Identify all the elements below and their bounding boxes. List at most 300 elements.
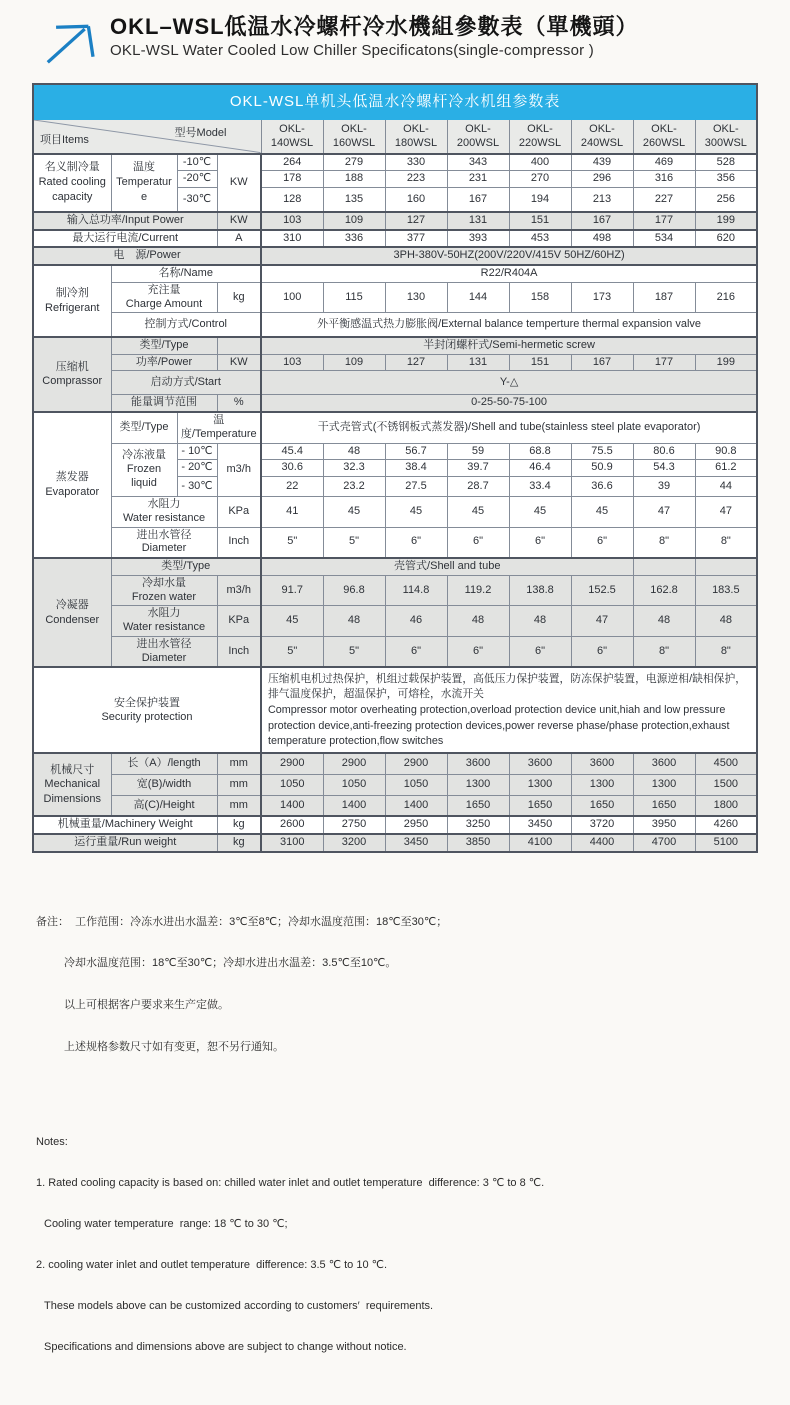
column-header-row [33, 120, 757, 154]
row-label: 类型/Type [111, 412, 177, 443]
value-cell: 162.8 [633, 575, 695, 606]
value-cell: 90.8 [695, 443, 757, 460]
row-label-en: Charge Amount [125, 297, 203, 310]
section-label [33, 154, 111, 212]
table-row [33, 497, 757, 528]
value-cell: 68.8 [509, 443, 571, 460]
value-cell: 178 [261, 171, 323, 188]
model-header: OKL-200WSL [447, 120, 509, 154]
value-cell: 199 [695, 354, 757, 371]
value-cell: 28.7 [447, 477, 509, 497]
table-row [33, 834, 757, 852]
table-row [33, 753, 757, 774]
row-label: 高(C)/Height [111, 795, 217, 816]
section-label-zh: 冷凝器 [55, 598, 89, 611]
value-cell: 1400 [385, 795, 447, 816]
value-cell: 80.6 [633, 443, 695, 460]
temp-cell: - 30℃ [177, 477, 217, 497]
security-protection-text [261, 667, 757, 753]
row-label [111, 497, 217, 528]
value-cell: 279 [323, 154, 385, 171]
section-label-zh: 名义制冷量 [44, 161, 100, 174]
value-cell: 131 [447, 212, 509, 230]
row-label: 能量调节范围 [111, 395, 217, 412]
row-label: 名称/Name [111, 265, 261, 282]
value-cell: 231 [447, 171, 509, 188]
page-title: OKL–WSL低温水冷螺杆冷水機組參數表（單機頭） [110, 14, 639, 39]
value-cell: 5" [323, 527, 385, 558]
value-cell: 144 [447, 282, 509, 313]
note-line: Notes: [36, 1136, 68, 1149]
value-cell: 194 [509, 188, 571, 212]
merged-value-cell: Y-△ [261, 371, 757, 395]
row-label: 机械重量/Machinery Weight [33, 816, 217, 834]
items-label: 项目Items [40, 133, 89, 146]
section-label-en: Refrigerant [45, 301, 100, 314]
value-cell: 6" [571, 636, 633, 667]
value-cell: 48 [323, 606, 385, 637]
value-cell: 4260 [695, 816, 757, 834]
row-label-en: Water resistance [122, 511, 206, 524]
value-cell: 3450 [385, 834, 447, 852]
value-cell: 127 [385, 212, 447, 230]
value-cell: 1300 [509, 774, 571, 795]
temperature-label-zh: 温度 [133, 161, 155, 174]
row-label-en: Frozen water [131, 590, 197, 603]
value-cell: 177 [633, 354, 695, 371]
value-cell: 264 [261, 154, 323, 171]
row-label: 长（A）/length [111, 753, 217, 774]
section-label-zh: 机械尺寸 [50, 763, 95, 776]
document-header [0, 8, 790, 75]
value-cell: 3200 [323, 834, 385, 852]
merged-value-cell: 干式壳管式(不锈钢板式蒸发器)/Shell and tube(stainless steel plate evaporator) [261, 412, 757, 443]
row-label-zh: 冷却水量 [142, 576, 186, 589]
unit-cell: Inch [217, 636, 261, 667]
temperature-label [111, 154, 177, 212]
value-cell: 109 [323, 354, 385, 371]
section-label-zh: 制冷剂 [55, 287, 89, 300]
value-cell: 2950 [385, 816, 447, 834]
table-row [33, 606, 757, 637]
unit-cell: % [217, 395, 261, 412]
section-label-en: Mechanical Dimensions [43, 778, 101, 806]
merged-value-cell: 0-25-50-75-100 [261, 395, 757, 412]
unit-cell: KW [217, 354, 261, 371]
row-label: 启动方式/Start [111, 371, 261, 395]
value-cell: 22 [261, 477, 323, 497]
value-cell: 6" [571, 527, 633, 558]
row-label-en: Diameter [141, 651, 187, 664]
value-cell: 50.9 [571, 460, 633, 477]
value-cell: 48 [447, 606, 509, 637]
value-cell: 158 [509, 282, 571, 313]
temp-cell: - 20℃ [177, 460, 217, 477]
brand-arrow-icon [42, 18, 96, 71]
value-cell: 103 [261, 354, 323, 371]
value-cell: 2900 [323, 753, 385, 774]
value-cell: 1050 [261, 774, 323, 795]
value-cell: 6" [447, 527, 509, 558]
table-row [33, 636, 757, 667]
value-cell: 534 [633, 230, 695, 248]
note-line: 备注： 工作范围：冷冻水进出水温差：3℃至8℃；冷却水温度范围：18℃至30℃； [36, 915, 448, 928]
table-row [33, 575, 757, 606]
note-line: 上述规格参数尺寸如有变更，恕不另行通知。 [64, 1040, 284, 1053]
row-label-zh: 冷冻液量 [122, 449, 166, 462]
merged-value-cell: 外平衡感温式热力膨胀阀/External balance temperture thermal expansion valve [261, 313, 757, 337]
table-row [33, 212, 757, 230]
table-row [33, 443, 757, 460]
value-cell: 330 [385, 154, 447, 171]
model-label: 型号Model [174, 127, 227, 139]
section-label [33, 753, 111, 816]
value-cell: 45 [323, 497, 385, 528]
value-cell: 3600 [571, 753, 633, 774]
row-label-zh: 进出水管径 [136, 528, 192, 541]
value-cell: 103 [261, 212, 323, 230]
value-cell: 33.4 [509, 477, 571, 497]
row-label: 输入总功率/Input Power [33, 212, 217, 230]
unit-cell: KPa [217, 606, 261, 637]
note-line: 1. Rated cooling capacity is based on: chilled water inlet and outlet temperature difference: 3 ℃ to 8 ℃. [36, 1177, 545, 1190]
value-cell: 167 [571, 212, 633, 230]
value-cell: 1300 [571, 774, 633, 795]
row-label: 宽(B)/width [111, 774, 217, 795]
table-row [33, 313, 757, 337]
value-cell: 160 [385, 188, 447, 212]
table-row [33, 667, 757, 753]
value-cell: 528 [695, 154, 757, 171]
value-cell: 44 [695, 477, 757, 497]
model-header: OKL-260WSL [633, 120, 695, 154]
value-cell: 23.2 [323, 477, 385, 497]
value-cell: 45 [571, 497, 633, 528]
value-cell: 1300 [447, 774, 509, 795]
row-label [111, 575, 217, 606]
temp-cell: -20℃ [177, 171, 217, 188]
value-cell: 439 [571, 154, 633, 171]
value-cell: 47 [633, 497, 695, 528]
value-cell: 227 [633, 188, 695, 212]
value-cell: 187 [633, 282, 695, 313]
value-cell: 8" [695, 636, 757, 667]
value-cell: 2750 [323, 816, 385, 834]
value-cell: 2900 [261, 753, 323, 774]
row-label [111, 443, 177, 497]
value-cell: 48 [633, 606, 695, 637]
notes-en [36, 1110, 790, 1380]
value-cell: 45.4 [261, 443, 323, 460]
value-cell: 32.3 [323, 460, 385, 477]
value-cell: 1050 [385, 774, 447, 795]
note-line: Cooling water temperature range: 18 ℃ to 30 ℃; [44, 1218, 288, 1231]
value-cell: 27.5 [385, 477, 447, 497]
value-cell: 4400 [571, 834, 633, 852]
row-label-en: Diameter [141, 542, 187, 555]
section-label [33, 558, 111, 667]
value-cell: 152.5 [571, 575, 633, 606]
value-cell: 128 [261, 188, 323, 212]
page-subtitle: OKL-WSL Water Cooled Low Chiller Specificatons(single-compressor ) [110, 42, 594, 60]
unit-cell [217, 337, 261, 354]
row-label: 电 源/Power [33, 247, 261, 265]
table-title: OKL-WSL单机头低温水冷螺杆冷水机组参数表 [33, 84, 757, 120]
unit-cell: kg [217, 282, 261, 313]
value-cell: 138.8 [509, 575, 571, 606]
empty-cell [695, 558, 757, 575]
value-cell: 3600 [633, 753, 695, 774]
value-cell: 45 [509, 497, 571, 528]
value-cell: 6" [385, 527, 447, 558]
row-label-zh: 水阻力 [147, 607, 181, 620]
section-label-zh: 蒸发器 [55, 471, 89, 484]
value-cell: 41 [261, 497, 323, 528]
value-cell: 1500 [695, 774, 757, 795]
value-cell: 1400 [261, 795, 323, 816]
model-header: OKL-220WSL [509, 120, 571, 154]
value-cell: 47 [695, 497, 757, 528]
empty-cell [633, 558, 695, 575]
security-text-zh: 压缩机电机过热保护，机组过载保护装置，高低压力保护装置，防冻保护装置，电源逆相/缺相保护，排气温度保护，超温保护，可熔栓，水流开关 [268, 672, 747, 700]
value-cell: 3450 [509, 816, 571, 834]
value-cell: 131 [447, 354, 509, 371]
value-cell: 2600 [261, 816, 323, 834]
unit-cell: m3/h [217, 575, 261, 606]
value-cell: 48 [695, 606, 757, 637]
row-label: 最大运行电流/Current [33, 230, 217, 248]
value-cell: 39.7 [447, 460, 509, 477]
merged-value-cell: R22/R404A [261, 265, 757, 282]
value-cell: 1650 [571, 795, 633, 816]
notes-block [36, 866, 790, 1405]
value-cell: 5100 [695, 834, 757, 852]
unit-cell: kg [217, 834, 261, 852]
value-cell: 4500 [695, 753, 757, 774]
value-cell: 4700 [633, 834, 695, 852]
section-label [33, 337, 111, 412]
value-cell: 45 [261, 606, 323, 637]
value-cell: 3600 [509, 753, 571, 774]
value-cell: 223 [385, 171, 447, 188]
model-header: OKL-300WSL [695, 120, 757, 154]
value-cell: 59 [447, 443, 509, 460]
value-cell: 343 [447, 154, 509, 171]
unit-cell: KW [217, 154, 261, 212]
value-cell: 2900 [385, 753, 447, 774]
model-header: OKL-160WSL [323, 120, 385, 154]
table-row [33, 282, 757, 313]
value-cell: 1400 [323, 795, 385, 816]
table-row [33, 354, 757, 371]
value-cell: 199 [695, 212, 757, 230]
value-cell: 127 [385, 354, 447, 371]
value-cell: 56.7 [385, 443, 447, 460]
value-cell: 5" [261, 527, 323, 558]
merged-value-cell: 壳管式/Shell and tube [261, 558, 633, 575]
value-cell: 498 [571, 230, 633, 248]
value-cell: 61.2 [695, 460, 757, 477]
unit-cell: m3/h [217, 443, 261, 497]
value-cell: 1650 [633, 795, 695, 816]
value-cell: 256 [695, 188, 757, 212]
table-row [33, 247, 757, 265]
value-cell: 167 [571, 354, 633, 371]
row-label: 类型/Type [111, 558, 261, 575]
table-row [33, 558, 757, 575]
value-cell: 6" [509, 527, 571, 558]
row-label-zh: 进出水管径 [136, 637, 192, 650]
value-cell: 96.8 [323, 575, 385, 606]
row-label: 运行重量/Run weight [33, 834, 217, 852]
value-cell: 45 [385, 497, 447, 528]
value-cell: 296 [571, 171, 633, 188]
table-row [33, 230, 757, 248]
row-label-zh: 水阻力 [147, 498, 181, 511]
row-label [111, 636, 217, 667]
value-cell: 5" [261, 636, 323, 667]
section-label-zh: 压缩机 [55, 360, 89, 373]
section-label [33, 412, 111, 558]
value-cell: 38.4 [385, 460, 447, 477]
value-cell: 3720 [571, 816, 633, 834]
value-cell: 91.7 [261, 575, 323, 606]
temp-cell: -10℃ [177, 154, 217, 171]
value-cell: 135 [323, 188, 385, 212]
value-cell: 316 [633, 171, 695, 188]
value-cell: 36.6 [571, 477, 633, 497]
value-cell: 151 [509, 212, 571, 230]
value-cell: 3250 [447, 816, 509, 834]
value-cell: 400 [509, 154, 571, 171]
value-cell: 270 [509, 171, 571, 188]
table-row [33, 795, 757, 816]
value-cell: 115 [323, 282, 385, 313]
value-cell: 8" [695, 527, 757, 558]
model-header: OKL-180WSL [385, 120, 447, 154]
table-row [33, 412, 757, 443]
table-row [33, 154, 757, 171]
value-cell: 48 [509, 606, 571, 637]
unit-cell: mm [217, 795, 261, 816]
value-cell: 3950 [633, 816, 695, 834]
value-cell: 8" [633, 527, 695, 558]
security-text-en: Compressor motor overheating protection,overload protection device unit,hiah and low pressure protection device,anti-freezing protection devices,power reverse phase/phase protection,exhaust temperature protection,flow switches [268, 704, 730, 747]
value-cell: 453 [509, 230, 571, 248]
value-cell: 100 [261, 282, 323, 313]
value-cell: 177 [633, 212, 695, 230]
value-cell: 3100 [261, 834, 323, 852]
value-cell: 54.3 [633, 460, 695, 477]
value-cell: 216 [695, 282, 757, 313]
row-label: 温度/Temperature [177, 412, 261, 443]
row-label: 类型/Type [111, 337, 217, 354]
value-cell: 167 [447, 188, 509, 212]
temp-cell: -30℃ [177, 188, 217, 212]
model-header: OKL-140WSL [261, 120, 323, 154]
section-label-en: Rated cooling capacity [38, 176, 106, 204]
value-cell: 173 [571, 282, 633, 313]
note-line: These models above can be customized according to customers′ requirements. [44, 1300, 434, 1313]
value-cell: 356 [695, 171, 757, 188]
row-label: 功率/Power [111, 354, 217, 371]
value-cell: 4100 [509, 834, 571, 852]
value-cell: 1300 [633, 774, 695, 795]
value-cell: 30.6 [261, 460, 323, 477]
value-cell: 336 [323, 230, 385, 248]
row-label-en: Water resistance [122, 621, 206, 634]
spec-table [32, 83, 758, 853]
table-row [33, 816, 757, 834]
value-cell: 310 [261, 230, 323, 248]
row-label-zh: 充注量 [147, 283, 181, 296]
value-cell: 39 [633, 477, 695, 497]
row-label [111, 282, 217, 313]
value-cell: 47 [571, 606, 633, 637]
note-line: Specifications and dimensions above are subject to change without notice. [44, 1341, 407, 1354]
value-cell: 45 [447, 497, 509, 528]
section-label-en: Evaporator [45, 486, 100, 499]
temperature-label-en: Temperature [116, 176, 172, 204]
row-label-en: Frozen liquid [126, 462, 162, 489]
row-label [111, 606, 217, 637]
temp-cell: - 10℃ [177, 443, 217, 460]
value-cell: 114.8 [385, 575, 447, 606]
value-cell: 46 [385, 606, 447, 637]
value-cell: 5" [323, 636, 385, 667]
section-label [33, 667, 261, 753]
value-cell: 6" [509, 636, 571, 667]
section-label-en: Condenser [45, 613, 100, 626]
note-line: 以上可根据客户要求来生产定做。 [64, 999, 229, 1012]
unit-cell: mm [217, 774, 261, 795]
row-label [111, 527, 217, 558]
value-cell: 188 [323, 171, 385, 188]
value-cell: 75.5 [571, 443, 633, 460]
value-cell: 1800 [695, 795, 757, 816]
value-cell: 119.2 [447, 575, 509, 606]
table-row [33, 337, 757, 354]
value-cell: 1650 [447, 795, 509, 816]
unit-cell: mm [217, 753, 261, 774]
merged-value-cell: 半封闭螺杆式/Semi-hermetic screw [261, 337, 757, 354]
value-cell: 1650 [509, 795, 571, 816]
section-label-en: Comprassor [42, 375, 103, 388]
value-cell: 3600 [447, 753, 509, 774]
value-cell: 213 [571, 188, 633, 212]
model-header: OKL-240WSL [571, 120, 633, 154]
items-model-corner [33, 120, 261, 154]
table-row [33, 371, 757, 395]
section-label-zh: 安全保护装置 [114, 696, 180, 709]
value-cell: 48 [323, 443, 385, 460]
unit-cell: KW [217, 212, 261, 230]
unit-cell: KPa [217, 497, 261, 528]
table-title-row [33, 84, 757, 120]
merged-value-cell: 3PH-380V-50HZ(200V/220V/415V 50HZ/60HZ) [261, 247, 757, 265]
table-row [33, 265, 757, 282]
value-cell: 1050 [323, 774, 385, 795]
section-label-en: Security protection [101, 711, 193, 724]
unit-cell: kg [217, 816, 261, 834]
value-cell: 8" [633, 636, 695, 667]
value-cell: 393 [447, 230, 509, 248]
value-cell: 109 [323, 212, 385, 230]
table-row [33, 527, 757, 558]
value-cell: 6" [447, 636, 509, 667]
value-cell: 377 [385, 230, 447, 248]
note-line: 冷却水温度范围：18℃至30℃；冷却水进出水温差：3.5℃至10℃。 [64, 957, 397, 970]
